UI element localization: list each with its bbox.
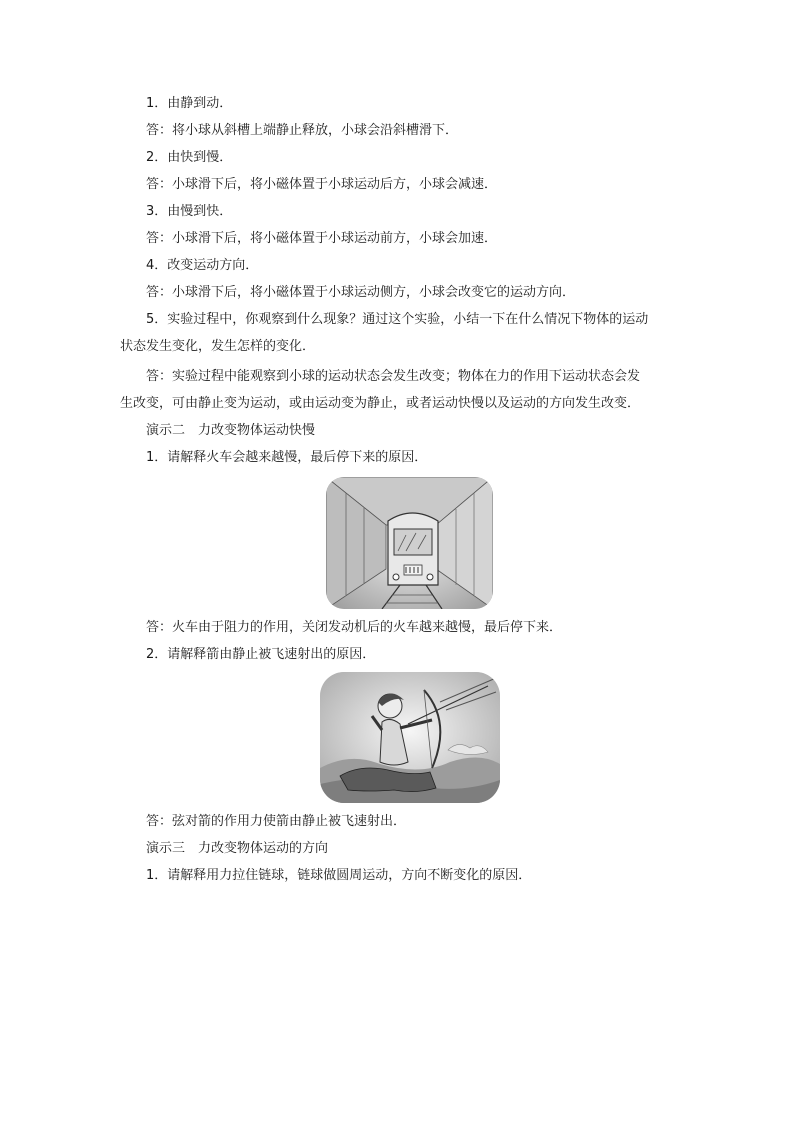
answer-1: 答：将小球从斜槽上端静止释放，小球会沿斜槽滑下． bbox=[146, 123, 459, 138]
question-5-line-1: 5．实验过程中，你观察到什么现象？通过这个实验，小结一下在什么情况下物体的运动 bbox=[146, 312, 649, 327]
answer-4: 答：小球滑下后，将小磁体置于小球运动侧方，小球会改变它的运动方向． bbox=[146, 285, 576, 300]
question-5-line-2: 状态发生变化，发生怎样的变化． bbox=[120, 339, 316, 354]
demo-2-question-2: 2．请解释箭由静止被飞速射出的原因． bbox=[146, 647, 376, 662]
demo-2-answer-1: 答：火车由于阻力的作用，关闭发动机后的火车越来越慢，最后停下来． bbox=[146, 620, 563, 635]
archer-illustration bbox=[320, 672, 500, 803]
answer-5-line-1: 答：实验过程中能观察到小球的运动状态会发生改变；物体在力的作用下运动状态会发 bbox=[146, 369, 641, 384]
demo-2-question-1: 1．请解释火车会越来越慢，最后停下来的原因． bbox=[146, 450, 428, 465]
demo-2-heading: 演示二 力改变物体运动快慢 bbox=[146, 423, 316, 438]
train-tunnel-drawing bbox=[326, 477, 493, 609]
demo-3-heading: 演示三 力改变物体运动的方向 bbox=[146, 841, 329, 856]
item-3-heading: 3．由慢到快． bbox=[146, 204, 233, 219]
archer-drawing bbox=[320, 672, 500, 803]
demo-3-question-1: 1．请解释用力拉住链球，链球做圆周运动，方向不断变化的原因． bbox=[146, 868, 532, 883]
answer-2: 答：小球滑下后，将小磁体置于小球运动后方，小球会减速． bbox=[146, 177, 498, 192]
train-tunnel-illustration bbox=[326, 477, 493, 609]
answer-3: 答：小球滑下后，将小磁体置于小球运动前方，小球会加速． bbox=[146, 231, 498, 246]
item-4-heading: 4．改变运动方向． bbox=[146, 258, 259, 273]
item-2-heading: 2．由快到慢． bbox=[146, 150, 233, 165]
demo-2-answer-2: 答：弦对箭的作用力使箭由静止被飞速射出． bbox=[146, 814, 407, 829]
item-1-heading: 1．由静到动． bbox=[146, 96, 233, 111]
answer-5-line-2: 生改变，可由静止变为运动，或由运动变为静止，或者运动快慢以及运动的方向发生改变． bbox=[120, 396, 641, 411]
